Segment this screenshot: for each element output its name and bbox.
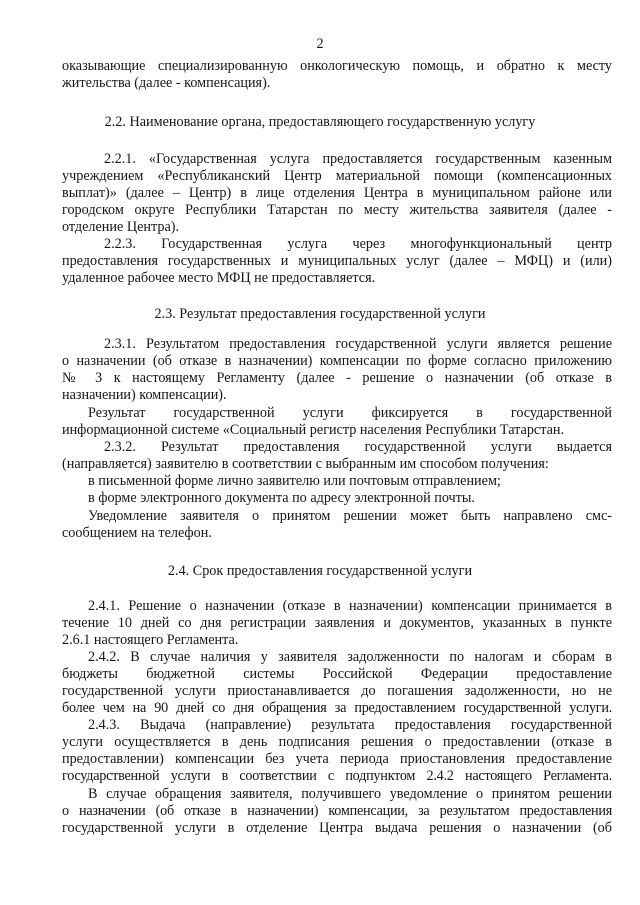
text-line: сообщением на телефон.: [62, 525, 212, 541]
text-line: (направляется) заявителю в соответствии с выбранным им способом получения:: [62, 456, 549, 472]
text-line: 2.6.1 настоящего Регламента.: [62, 632, 239, 648]
text-line: В случае обращения заявителя, получившего уведомление о принятом решении: [88, 786, 612, 802]
text-line: государственной услуги приостанавливается до погашения задолженности, но не: [62, 683, 612, 699]
text-line: 2.4.3. Выдача (направление) результата предоставления государственной: [88, 717, 612, 733]
text-line: городском округе Республики Татарстан по месту жительства заявителя (далее -: [62, 202, 612, 218]
text-line: государственной услуги в отделение Центра выдача решения о назначении (об: [62, 820, 612, 836]
text-line: 2.2.1. «Государственная услуга предоставляется государственным казенным: [104, 151, 612, 167]
text-line: предоставления государственных и муниципальных услуг (далее – МФЦ) и (или): [62, 253, 612, 269]
section-heading-2-2: 2.2. Наименование органа, предоставляющего государственную услугу: [104, 114, 536, 130]
text-line: о назначении (об отказе в назначении) компенсации по форме согласно приложению: [62, 353, 612, 369]
text-line: удаленное рабочее место МФЦ не предоставляется.: [62, 270, 376, 286]
text-line: 2.4.1. Решение о назначении (отказе в назначении) компенсации принимается в: [88, 598, 612, 614]
text-line: течение 10 дней со дня регистрации заявления и документов, указанных в пункте: [62, 615, 612, 631]
text-line: предоставлении) компенсации без учета периода приостановления предоставление: [62, 751, 612, 767]
text-line: в форме электронного документа по адресу электронной почты.: [88, 490, 475, 506]
section-heading-2-3: 2.3. Результат предоставления государственной услуги: [154, 306, 486, 322]
text-line: учреждением «Республиканский Центр материальной помощи (компенсационных: [62, 168, 612, 184]
text-line: более чем на 90 дней со дня обращения за предоставлением государственной услуги.: [62, 700, 612, 716]
page-number: 2: [316, 36, 324, 52]
section-heading-2-4: 2.4. Срок предоставления государственной услуги: [167, 563, 473, 579]
text-line: Уведомление заявителя о принятом решении может быть направлено смс-: [88, 508, 612, 524]
text-line: 2.4.2. В случае наличия у заявителя задолженности по налогам и сборам в: [88, 649, 612, 665]
text-line: назначении) компенсации).: [62, 387, 227, 403]
text-line: в письменной форме лично заявителю или почтовым отправлением;: [88, 473, 501, 489]
text-line: 2.2.3. Государственная услуга через многофункциональный центр: [104, 236, 612, 252]
text-line: государственной услуги в соответствии с подпунктом 2.4.2 настоящего Регламента.: [62, 768, 612, 784]
text-line: информационной системе «Социальный регистр населения Республики Татарстан.: [62, 422, 565, 438]
text-line: 2.3.2. Результат предоставления государственной услуги выдается: [104, 439, 612, 455]
text-line: о назначении (об отказе в назначении) компенсации, за результатом предоставления: [62, 803, 612, 819]
text-line: бюджеты бюджетной системы Российской Федерации предоставление: [62, 666, 612, 682]
text-line: Результат государственной услуги фиксируется в государственной: [88, 405, 612, 421]
text-line: услуги осуществляется в день подписания решения о предоставлении (отказе в: [62, 734, 612, 750]
text-line: оказывающие специализированную онкологическую помощь, и обратно к месту: [62, 58, 612, 74]
text-line: жительства (далее - компенсация).: [62, 75, 271, 91]
text-line: 2.3.1. Результатом предоставления государственной услуги является решение: [104, 336, 612, 352]
text-line: № 3 к настоящему Регламенту (далее - решение о назначении (об отказе в: [62, 370, 612, 386]
text-line: отделение Центра).: [62, 219, 180, 235]
text-line: выплат)» (далее – Центр) в лице отделения Центра в муниципальном районе или: [62, 185, 612, 201]
